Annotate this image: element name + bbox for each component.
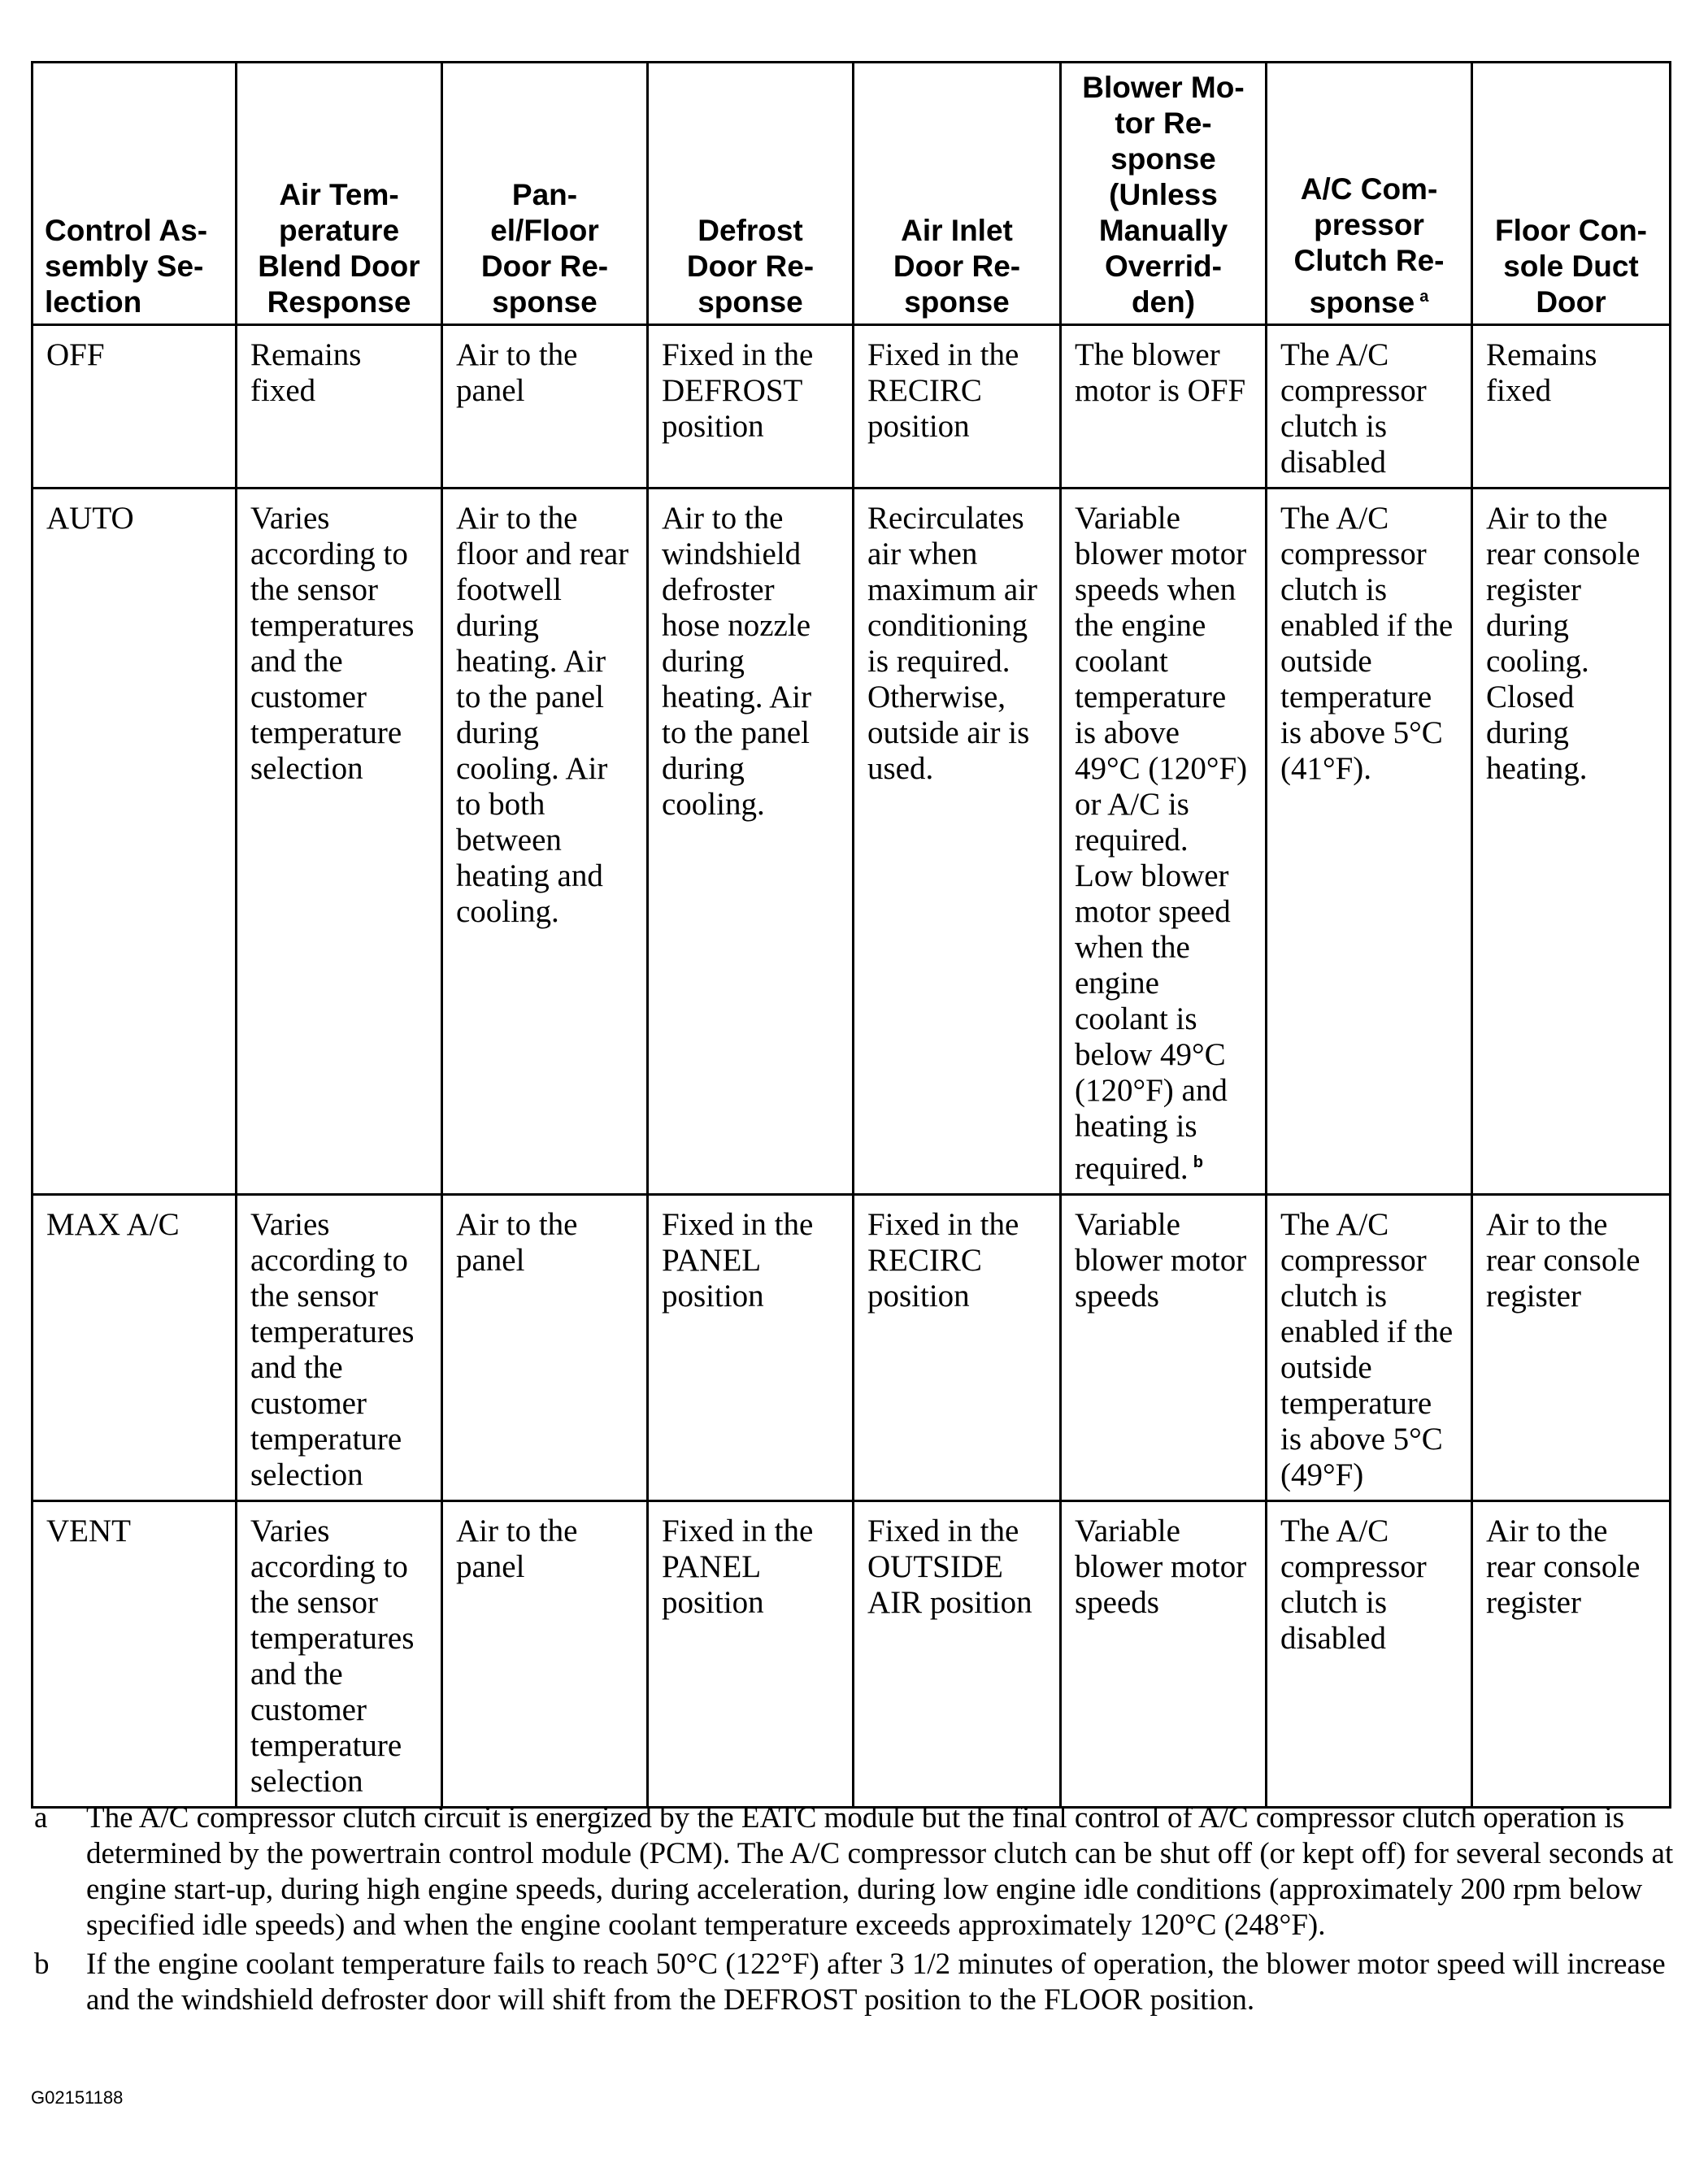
footnote-key: a <box>34 1801 48 1835</box>
header-panel-floor-door-response: Pan- el/Floor Door Re- sponse <box>442 63 648 325</box>
header-control-assembly-selection: Control As- sembly Se- lection <box>33 63 237 325</box>
table-cell: Air to the panel <box>442 1501 648 1808</box>
table-cell: Variable blower motor speeds <box>1061 1501 1267 1808</box>
table-cell: Air to the rear console register <box>1472 1501 1671 1808</box>
table-cell: Fixed in the PANEL position <box>648 1195 854 1501</box>
table-cell: Fixed in the OUTSIDE AIR position <box>854 1501 1061 1808</box>
table-cell: The A/C compressor clutch is disabled <box>1267 325 1472 489</box>
footnote-marker-a: a <box>1419 287 1429 306</box>
table-cell: Air to the rear console register <box>1472 1195 1671 1501</box>
table-header-row <box>33 63 1671 325</box>
table-cell: MAX A/C <box>33 1195 237 1501</box>
table-cell: Variable blower motor speeds when the engine coolant temperature is above 49°C (120°F) or A/C is required. Low blower motor speed when the engine coolant is below 49°C (120°F) and heating is required. $^b$ <box>1061 489 1267 1195</box>
table-cell: Fixed in the DEFROST position <box>648 325 854 489</box>
table-cell: Fixed in the PANEL position <box>648 1501 854 1808</box>
table-cell: Air to the panel <box>442 325 648 489</box>
table-cell: OFF <box>33 325 237 489</box>
header-blower-motor-response: Blower Mo- tor Re- sponse (Unless Manually Overrid- den) <box>1061 63 1267 325</box>
footnote-key: b <box>34 1948 50 1981</box>
table-cell: Varies according to the sensor temperatures and the customer temperature selection <box>237 489 442 1195</box>
control-response-table <box>31 61 1671 1809</box>
table-cell: Fixed in the RECIRC position <box>854 1195 1061 1501</box>
table-row <box>33 489 1671 1195</box>
footnotes <box>31 1800 1681 2022</box>
table-cell: The A/C compressor clutch is enabled if the outside temperature is above 5°C (49°F) <box>1267 1195 1472 1501</box>
table-cell: The blower motor is OFF <box>1061 325 1267 489</box>
footnote-b <box>31 1947 1681 2018</box>
table-cell: Fixed in the RECIRC position <box>854 325 1061 489</box>
footnote-text: The A/C compressor clutch circuit is energized by the EATC module but the final control of A/C compressor clutch operation is determined by the powertrain control module (PCM). The A/C compressor clutch can be shut off (or kept off) for several seconds at engine start-up, during high engine speeds, during acceleration, during low engine idle conditions (approximately 200 rpm below specified idle speeds) and when the engine coolant temperature exceeds approximately 120°C (248°F). <box>86 1801 1674 1942</box>
table-row <box>33 1195 1671 1501</box>
table-cell: Variable blower motor speeds <box>1061 1195 1267 1501</box>
header-air-inlet-door-response: Air Inlet Door Re- sponse <box>854 63 1061 325</box>
header-defrost-door-response: Defrost Door Re- sponse <box>648 63 854 325</box>
table-cell: Air to the windshield defroster hose nozzle during heating. Air to the panel during cooling. <box>648 489 854 1195</box>
table-cell: VENT <box>33 1501 237 1808</box>
figure-id: G02151188 <box>31 2087 124 2108</box>
table-cell: Varies according to the sensor temperatures and the customer temperature selection <box>237 1501 442 1808</box>
table-cell: Air to the rear console register during cooling. Closed during heating. <box>1472 489 1671 1195</box>
table-cell: The A/C compressor clutch is enabled if the outside temperature is above 5°C (41°F). <box>1267 489 1472 1195</box>
table-cell: Recirculates air when maximum air conditioning is required. Otherwise, outside air is used. <box>854 489 1061 1195</box>
table-cell: Air to the panel <box>442 1195 648 1501</box>
footnote-text: If the engine coolant temperature fails to reach 50°C (122°F) after 3 1/2 minutes of operation, the blower motor speed will increase and the windshield defroster door will shift from the DEFROST position to the FLOOR position. <box>86 1948 1666 2017</box>
table-row <box>33 1501 1671 1808</box>
table-row <box>33 325 1671 489</box>
footnote-marker-b: b <box>1193 1153 1203 1171</box>
footnote-a <box>31 1800 1681 1943</box>
header-blend-door-response: Air Tem- perature Blend Door Response <box>237 63 442 325</box>
table-cell: Varies according to the sensor temperatures and the customer temperature selection <box>237 1195 442 1501</box>
table-cell: Air to the floor and rear footwell during heating. Air to the panel during cooling. Air to both between heating and cooling. <box>442 489 648 1195</box>
table-cell: Remains fixed <box>237 325 442 489</box>
table-cell: The A/C compressor clutch is disabled <box>1267 1501 1472 1808</box>
header-ac-compressor-clutch-response: A/C Com- pressor Clutch Re- sponse $^a$ <box>1267 63 1472 325</box>
table-cell: Remains fixed <box>1472 325 1671 489</box>
header-floor-console-duct-door: Floor Con- sole Duct Door <box>1472 63 1671 325</box>
table-cell: AUTO <box>33 489 237 1195</box>
